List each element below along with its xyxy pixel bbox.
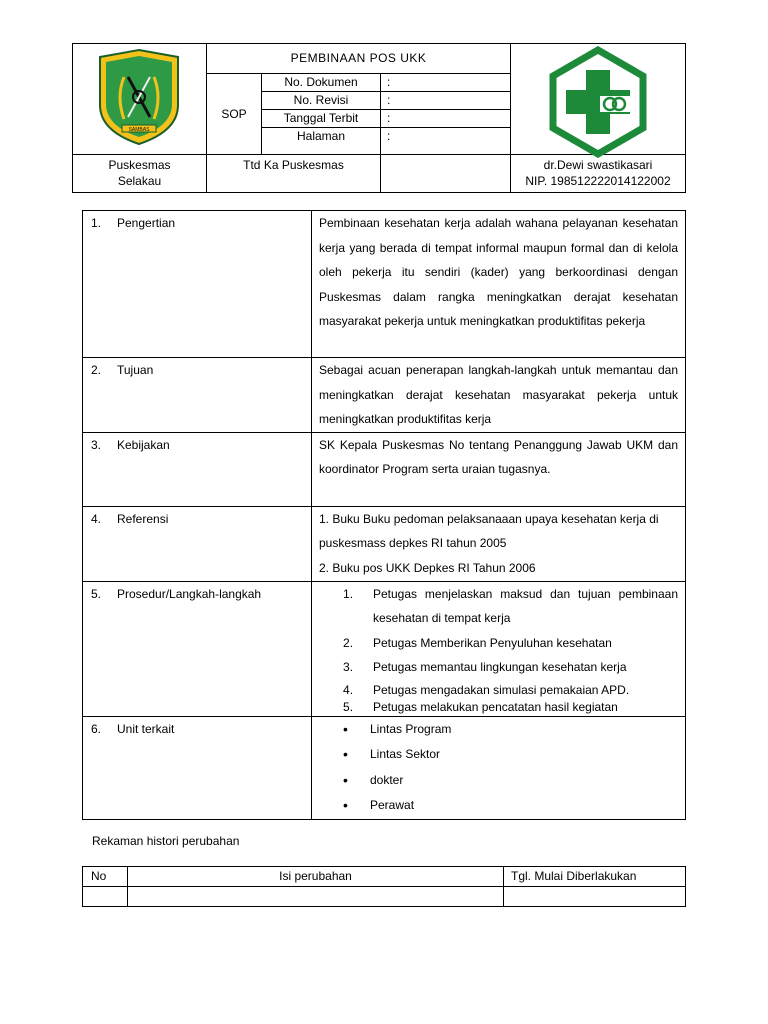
section-label: 3. Kebijakan [83, 432, 312, 506]
section-text-tujuan: Sebagai acuan penerapan langkah-langkah untuk memantau dan meningkatkan derajat kesehatan masyarakat pekerja untuk meningkatkan produktifitas kerja [312, 358, 686, 433]
section-text-pengertian: Pembinaan kesehatan kerja adalah wahana pelayanan kesehatan kerja yang berada di tempat informal maupun formal dan di kelola oleh pekerja itu sendiri (kader) yang berkoordinasi dengan Puskesmas dalam rangka meningkatkan derajat kesehatan masyarakat pekerja untuk meningkatkan produktifitas pekerja [312, 211, 686, 358]
sop-label: SOP [207, 73, 262, 154]
reference-item: 1. Buku Buku pedoman pelaksanaaan upaya kesehatan kerja di puskesmass depkes RI tahun 2005 [319, 511, 659, 551]
field-key-tanggal-terbit: Tanggal Terbit [262, 109, 381, 127]
footer-official-name: dr.Dewi swastikasari [543, 157, 653, 172]
section-row-unit-terkait [83, 716, 686, 819]
procedure-step: Petugas memantau lingkungan kesehatan kerja [373, 660, 627, 675]
related-units [319, 717, 678, 819]
footer-puskesmas-line1: Puskesmas [108, 157, 171, 172]
procedure-step: Petugas menjelaskan maksud dan tujuan pembinaan kesehatan di tempat kerja [373, 586, 678, 626]
section-row-prosedur [83, 581, 686, 716]
section-text-unit-terkait [312, 716, 686, 819]
regional-emblem-icon [94, 47, 184, 147]
procedure-steps [319, 582, 678, 716]
health-logo-cell [511, 44, 686, 155]
history-cell [128, 887, 504, 907]
procedure-step: Petugas Memberikan Penyuluhan kesehatan [373, 635, 612, 650]
field-key-no-revisi: No. Revisi [262, 91, 381, 109]
history-title: Rekaman histori perubahan [92, 834, 240, 848]
history-table [82, 866, 686, 907]
footer-signature: Ttd Ka Puskesmas [207, 154, 381, 192]
section-row-kebijakan [83, 432, 686, 506]
history-cell [83, 887, 128, 907]
svg-text:SAMBAS: SAMBAS [128, 127, 150, 133]
section-text-prosedur [312, 581, 686, 716]
history-header-row [83, 867, 686, 887]
history-cell [504, 887, 686, 907]
section-label: 1. Pengertian [83, 211, 312, 358]
unit-item: • Lintas Sektor [343, 742, 678, 768]
field-value-tanggal-terbit: : [381, 109, 511, 127]
footer-puskesmas-line2: Selakau [117, 173, 162, 188]
section-label: 2. Tujuan [83, 358, 312, 433]
footer-puskesmas [73, 154, 207, 192]
section-label: 5. Prosedur/Langkah-langkah [83, 581, 312, 716]
field-key-no-dokumen: No. Dokumen [262, 73, 381, 91]
footer-official-nip: NIP. 198512222014122002 [525, 173, 671, 188]
section-row-referensi [83, 506, 686, 581]
history-col-isi: Isi perubahan [128, 867, 504, 887]
field-key-halaman: Halaman [262, 128, 381, 155]
unit-item: • Perawat [343, 793, 678, 819]
document-title: PEMBINAAN POS UKK [207, 44, 511, 74]
section-text-kebijakan [312, 432, 686, 506]
section-label: 4. Referensi [83, 506, 312, 581]
kebijakan-text: SK Kepala Puskesmas No tentang Penanggung Jawab UKM dan koordinator Program serta uraian tugasnya. [319, 437, 678, 477]
field-value-halaman: : [381, 128, 511, 155]
section-text-referensi [312, 506, 686, 581]
history-col-no: No [83, 867, 128, 887]
field-value-no-dokumen: : [381, 73, 511, 91]
section-row-tujuan [83, 358, 686, 433]
reference-item: 2. Buku pos UKK Depkes RI Tahun 2006 [319, 560, 536, 575]
history-empty-row [83, 887, 686, 907]
regional-logo-cell [73, 44, 207, 155]
procedure-step: Petugas mengadakan simulasi pemakaian APD. [373, 682, 630, 697]
unit-item: • dokter [343, 768, 678, 794]
section-row-pengertian [83, 211, 686, 358]
sop-header [72, 43, 686, 193]
sop-content-table [82, 210, 686, 820]
health-cross-logo-icon [542, 46, 654, 158]
unit-item: • Lintas Program [343, 717, 678, 743]
history-col-tgl: Tgl. Mulai Diberlakukan [504, 867, 686, 887]
footer-blank [381, 154, 511, 192]
footer-official [511, 154, 686, 192]
field-value-no-revisi: : [381, 91, 511, 109]
procedure-step: Petugas melakukan pencatatan hasil kegiatan [373, 699, 618, 714]
section-label: 6. Unit terkait [83, 716, 312, 819]
